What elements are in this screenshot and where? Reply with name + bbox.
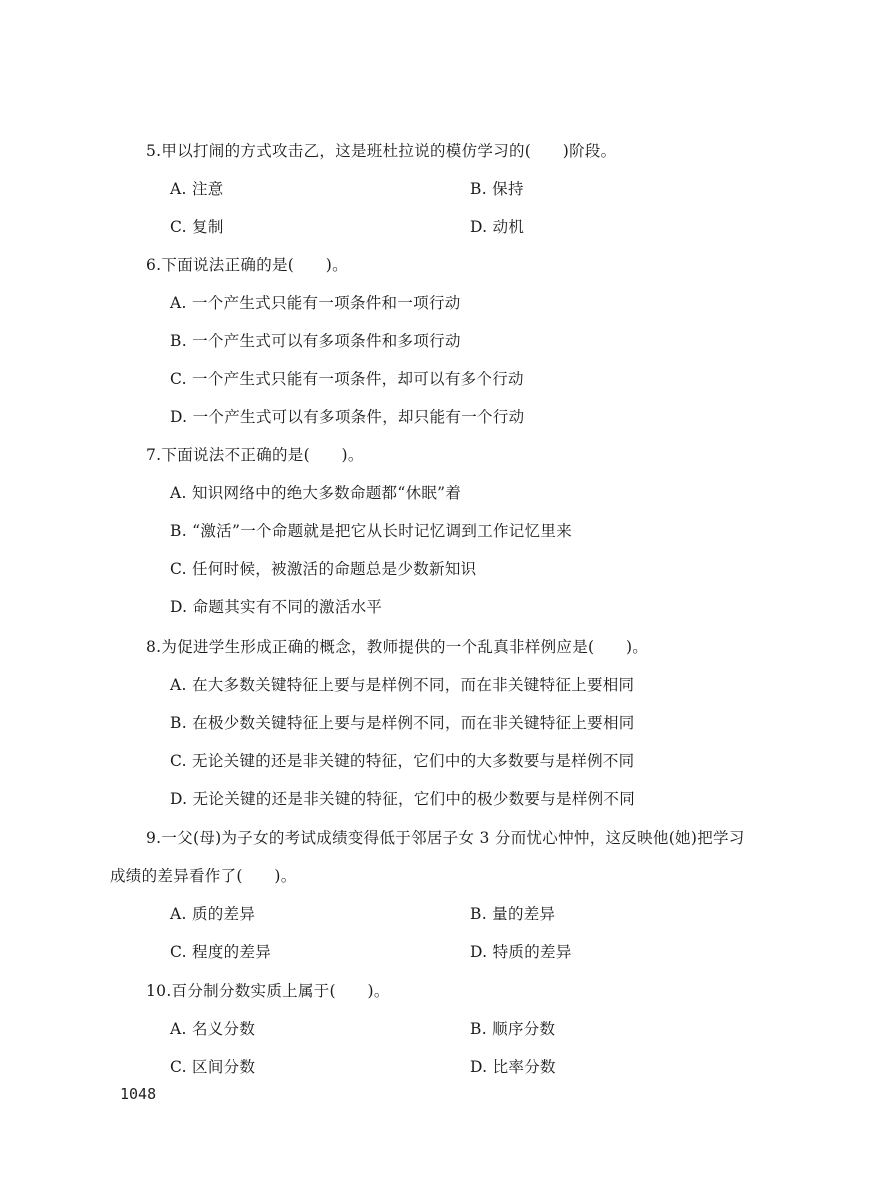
question-9-option-b: B. 量的差异 — [470, 905, 556, 923]
question-7-option-d: D. 命题其实有不同的激活水平 — [170, 598, 383, 616]
question-9-option-d: D. 特质的差异 — [470, 943, 572, 961]
question-10-option-d: D. 比率分数 — [470, 1058, 556, 1076]
question-6-option-c: C. 一个产生式只能有一项条件，却可以有多个行动 — [170, 370, 524, 388]
question-9-option-a: A. 质的差异 — [170, 905, 256, 923]
question-10-stem: 10.百分制分数实质上属于( )。 — [146, 982, 390, 1000]
question-8-option-c: C. 无论关键的还是非关键的特征，它们中的大多数要与是样例不同 — [170, 752, 635, 770]
question-5-option-b: B. 保持 — [470, 180, 524, 198]
page-number: 1048 — [120, 1085, 157, 1103]
question-6-option-b: B. 一个产生式可以有多项条件和多项行动 — [170, 332, 461, 350]
question-7-option-c: C. 任何时候，被激活的命题总是少数新知识 — [170, 560, 477, 578]
question-6-option-d: D. 一个产生式可以有多项条件，却只能有一个行动 — [170, 408, 525, 426]
question-5-option-d: D. 动机 — [470, 218, 525, 236]
question-7-option-a: A. 知识网络中的绝大多数命题都“休眠”着 — [170, 484, 462, 502]
question-9-option-c: C. 程度的差异 — [170, 943, 272, 961]
question-9-stem-line2: 成绩的差异看作了( )。 — [110, 867, 297, 885]
question-6-option-a: A. 一个产生式只能有一项条件和一项行动 — [170, 294, 461, 312]
question-9-stem-line1: 9.一父(母)为子女的考试成绩变得低于邻居子女 3 分而忧心忡忡，这反映他(她)把学习 — [146, 829, 745, 847]
question-10-option-c: C. 区间分数 — [170, 1058, 256, 1076]
question-5-stem: 5.甲以打闹的方式攻击乙，这是班杜拉说的模仿学习的( )阶段。 — [146, 142, 617, 160]
question-8-option-d: D. 无论关键的还是非关键的特征，它们中的极少数要与是样例不同 — [170, 790, 636, 808]
question-6-stem: 6.下面说法正确的是( )。 — [146, 256, 348, 274]
question-10-option-b: B. 顺序分数 — [470, 1020, 556, 1038]
question-5-option-a: A. 注意 — [170, 180, 224, 198]
question-7-stem: 7.下面说法不正确的是( )。 — [146, 446, 364, 464]
question-5-option-c: C. 复制 — [170, 218, 224, 236]
question-8-stem: 8.为促进学生形成正确的概念，教师提供的一个乱真非样例应是( )。 — [146, 638, 649, 656]
question-8-option-b: B. 在极少数关键特征上要与是样例不同，而在非关键特征上要相同 — [170, 714, 635, 732]
question-10-option-a: A. 名义分数 — [170, 1020, 256, 1038]
question-8-option-a: A. 在大多数关键特征上要与是样例不同，而在非关键特征上要相同 — [170, 676, 635, 694]
question-7-option-b: B. “激活”一个命题就是把它从长时记忆调到工作记忆里来 — [170, 522, 572, 540]
